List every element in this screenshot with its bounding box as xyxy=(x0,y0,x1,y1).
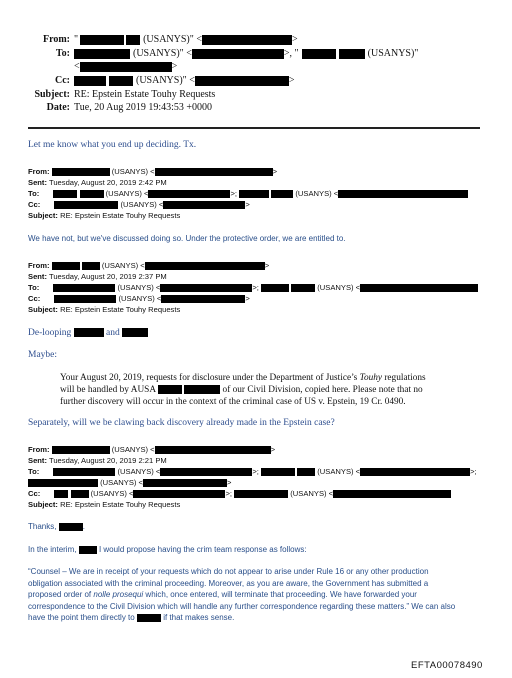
cc-end: > xyxy=(288,75,295,86)
header-to-row xyxy=(0,47,418,61)
redaction xyxy=(234,490,288,498)
counsel-line-3 xyxy=(28,589,455,601)
email2-sent-val: Tuesday, August 20, 2019 2:42 PM xyxy=(48,178,167,187)
email2-to-val: (USANYS) < xyxy=(105,189,149,198)
redaction xyxy=(126,35,140,45)
email4-sent-val: Tuesday, August 20, 2019 2:21 PM xyxy=(48,456,167,465)
redaction xyxy=(28,479,98,487)
redaction xyxy=(80,62,172,72)
header-from-row xyxy=(0,33,298,47)
redaction xyxy=(137,614,161,622)
redaction xyxy=(52,446,110,454)
interim-line xyxy=(28,545,307,554)
date-value: Tue, 20 Aug 2019 19:43:53 +0000 xyxy=(74,102,213,113)
quote-2: will be handled by AUSA xyxy=(60,385,156,395)
redaction xyxy=(133,490,225,498)
subject-value: RE: Epstein Estate Touhy Requests xyxy=(74,89,216,100)
email2-to-val2: (USANYS) < xyxy=(295,189,339,198)
redaction xyxy=(160,284,252,292)
redaction xyxy=(297,468,315,476)
date-label: Date: xyxy=(46,102,70,113)
email3-sent-label: Sent: xyxy=(28,272,47,281)
redaction xyxy=(74,49,130,59)
from-end: > xyxy=(292,34,298,45)
redaction xyxy=(79,546,97,554)
redaction xyxy=(52,168,110,176)
email4-from: From: (USANYS) < > xyxy=(28,445,276,454)
email4-to-val3: (USANYS) < xyxy=(100,478,143,487)
redaction xyxy=(192,49,284,59)
email2-to-label: To: xyxy=(28,189,40,198)
interim-b: I would propose having the crim team response as follows: xyxy=(98,545,307,554)
redaction xyxy=(80,190,104,198)
redaction xyxy=(74,328,104,337)
divider xyxy=(28,127,480,129)
quote-1-italic: Touhy xyxy=(359,373,383,383)
email3-to-val: (USANYS) < xyxy=(117,283,161,292)
quote-2-end: of our Civil Division, copied here. Please note that no xyxy=(222,385,423,395)
redaction xyxy=(54,201,118,209)
email4-subject-val: RE: Epstein Estate Touhy Requests xyxy=(60,500,181,509)
redaction xyxy=(158,385,182,394)
to-cont-end: > xyxy=(171,61,178,72)
redaction xyxy=(80,35,124,45)
email4-to-cont: (USANYS) < > xyxy=(28,477,231,488)
from-label: From: xyxy=(42,34,70,45)
email3-cc-label: Cc: xyxy=(28,294,41,303)
redaction xyxy=(338,190,468,198)
cc-org: (USANYS)" < xyxy=(136,75,195,86)
counsel-line-4: correspondence to the Civil Division which will handle any further correspondence regarding these matters.” We can also xyxy=(28,601,456,611)
redaction xyxy=(339,49,365,59)
email3-cc: Cc: (USANYS) < > xyxy=(28,294,250,303)
header-date-row xyxy=(0,101,212,115)
quote-1-end: regulations xyxy=(382,373,426,383)
email2-from-val: (USANYS) < xyxy=(111,167,155,176)
thanks-text: Thanks, xyxy=(28,522,57,531)
redaction xyxy=(155,446,271,454)
counsel-line-1: “Counsel – We are in receipt of your requests which do not appear to arise under Rule 16 or any other production xyxy=(28,567,429,576)
email4-subject-label: Subject: xyxy=(28,500,58,509)
to-org: (USANYS)" < xyxy=(133,48,192,59)
counsel-5a: have the point them directly to xyxy=(28,613,135,622)
redaction xyxy=(333,490,451,498)
redaction xyxy=(143,479,227,487)
email3-sent xyxy=(28,271,167,282)
email3-from-label: From: xyxy=(28,261,50,270)
redaction xyxy=(184,385,220,394)
quote-line-2 xyxy=(60,384,426,396)
counsel-3-italic: nolle prosequi xyxy=(93,590,144,599)
redaction xyxy=(53,284,115,292)
email4-sent-label: Sent: xyxy=(28,456,47,465)
redaction xyxy=(202,35,292,45)
redaction xyxy=(271,190,293,198)
email2-cc-label: Cc: xyxy=(28,200,41,209)
redaction xyxy=(109,76,133,86)
redaction xyxy=(82,262,100,270)
redaction xyxy=(160,468,252,476)
email3-from: From: (USANYS) < > xyxy=(28,261,270,270)
email4-from-label: From: xyxy=(28,445,50,454)
cc-label: Cc: xyxy=(55,75,70,86)
header-subject-row xyxy=(0,88,215,102)
redaction xyxy=(155,168,273,176)
quote-line-3: further discovery will occur in the context of the criminal case of US v. Epstein, 19 Cr. 0490. xyxy=(60,397,406,407)
counsel-line-2: obligation associated with the criminal proceeding. Moreover, as you are aware, the Government has submitted a xyxy=(28,578,429,588)
deloop-and: and xyxy=(106,328,120,338)
quote-1: Your August 20, 2019, requests for disclosure under the Department of Justice’s xyxy=(60,373,360,383)
redaction xyxy=(360,468,470,476)
redaction xyxy=(195,76,289,86)
counsel-3a: proposed order of xyxy=(28,590,94,599)
deloop-line xyxy=(28,328,148,338)
email2-body: We have not, but we've discussed doing so. Under the protective order, we are entitled to. xyxy=(28,234,346,243)
deloop-text: De-looping xyxy=(28,328,72,338)
subject-label: Subject: xyxy=(34,89,70,100)
email3-subject-label: Subject: xyxy=(28,305,58,314)
redaction xyxy=(302,49,336,59)
from-quote: " xyxy=(74,34,79,45)
redaction xyxy=(122,328,148,337)
to-label: To: xyxy=(55,48,70,59)
redaction xyxy=(161,295,245,303)
counsel-paragraph xyxy=(28,566,455,624)
email2-to: To: (USANYS) < >; (USANYS) < xyxy=(28,188,468,199)
email4-to: To: (USANYS) < >; (USANYS) < >; xyxy=(28,467,477,476)
redaction xyxy=(261,284,289,292)
redaction xyxy=(291,284,315,292)
redaction xyxy=(71,490,89,498)
email3-from-val: (USANYS) < xyxy=(101,261,145,270)
redaction xyxy=(148,190,230,198)
email2-subject-label: Subject: xyxy=(28,211,58,220)
email4-cc-val2: (USANYS) < xyxy=(290,489,334,498)
email4-sent xyxy=(28,455,167,466)
maybe-line: Maybe: xyxy=(28,350,58,360)
redaction xyxy=(52,262,80,270)
quoted-letter xyxy=(60,372,426,408)
to-cont-open: < xyxy=(74,61,80,72)
email2-subject-val: RE: Epstein Estate Touhy Requests xyxy=(60,211,181,220)
thanks-line: Thanks, . xyxy=(28,522,85,531)
email4-from-val: (USANYS) < xyxy=(111,445,155,454)
email3-to-label: To: xyxy=(28,283,40,292)
redaction xyxy=(54,490,68,498)
email3-subject xyxy=(28,304,180,315)
redaction xyxy=(239,190,269,198)
redaction xyxy=(54,295,116,303)
email4-subject xyxy=(28,499,180,510)
redaction xyxy=(163,201,245,209)
to-end: >, " xyxy=(283,48,299,59)
counsel-5b: if that makes sense. xyxy=(163,613,235,622)
separately-line: Separately, will we be clawing back discovery already made in the Epstein case? xyxy=(28,418,335,428)
email4-to-val2: (USANYS) < xyxy=(317,467,361,476)
redaction xyxy=(261,468,295,476)
email4-cc-label: Cc: xyxy=(28,489,41,498)
redaction xyxy=(74,76,106,86)
reply-message: Let me know what you end up deciding. Tx. xyxy=(28,140,197,150)
email4-to-val: (USANYS) < xyxy=(117,467,161,476)
redaction xyxy=(53,190,77,198)
email4-cc-val: (USANYS) < xyxy=(90,489,134,498)
email2-from: From: (USANYS) < > xyxy=(28,167,278,176)
counsel-line-5 xyxy=(28,612,455,624)
redaction xyxy=(53,468,115,476)
bates-number: EFTA00078490 xyxy=(411,660,483,671)
header-cc-row xyxy=(0,74,295,88)
interim-a: In the interim, xyxy=(28,545,77,554)
email3-cc-val: (USANYS) < xyxy=(118,294,162,303)
email3-subject-val: RE: Epstein Estate Touhy Requests xyxy=(60,305,181,314)
to-org-2: (USANYS)" xyxy=(367,48,419,59)
header-to-cont xyxy=(74,60,177,74)
email2-from-label: From: xyxy=(28,167,50,176)
email2-sent-label: Sent: xyxy=(28,178,47,187)
from-org: (USANYS)" < xyxy=(143,34,202,45)
email2-sent xyxy=(28,177,167,188)
email2-subject xyxy=(28,210,180,221)
email4-cc: Cc: (USANYS) < >; (USANYS) < xyxy=(28,488,451,499)
email3-to-val2: (USANYS) < xyxy=(317,283,361,292)
redaction xyxy=(360,284,478,292)
email3-sent-val: Tuesday, August 20, 2019 2:37 PM xyxy=(48,272,167,281)
counsel-3b: which, once entered, will terminate that proceeding. We have forwarded your xyxy=(143,590,417,599)
email4-to-label: To: xyxy=(28,467,40,476)
email3-to: To: (USANYS) < >; (USANYS) < xyxy=(28,282,478,293)
redaction xyxy=(59,523,83,531)
quote-line-1 xyxy=(60,372,426,384)
email2-cc-val: (USANYS) < xyxy=(120,200,164,209)
email2-cc: Cc: (USANYS) < > xyxy=(28,200,250,209)
redaction xyxy=(145,262,265,270)
